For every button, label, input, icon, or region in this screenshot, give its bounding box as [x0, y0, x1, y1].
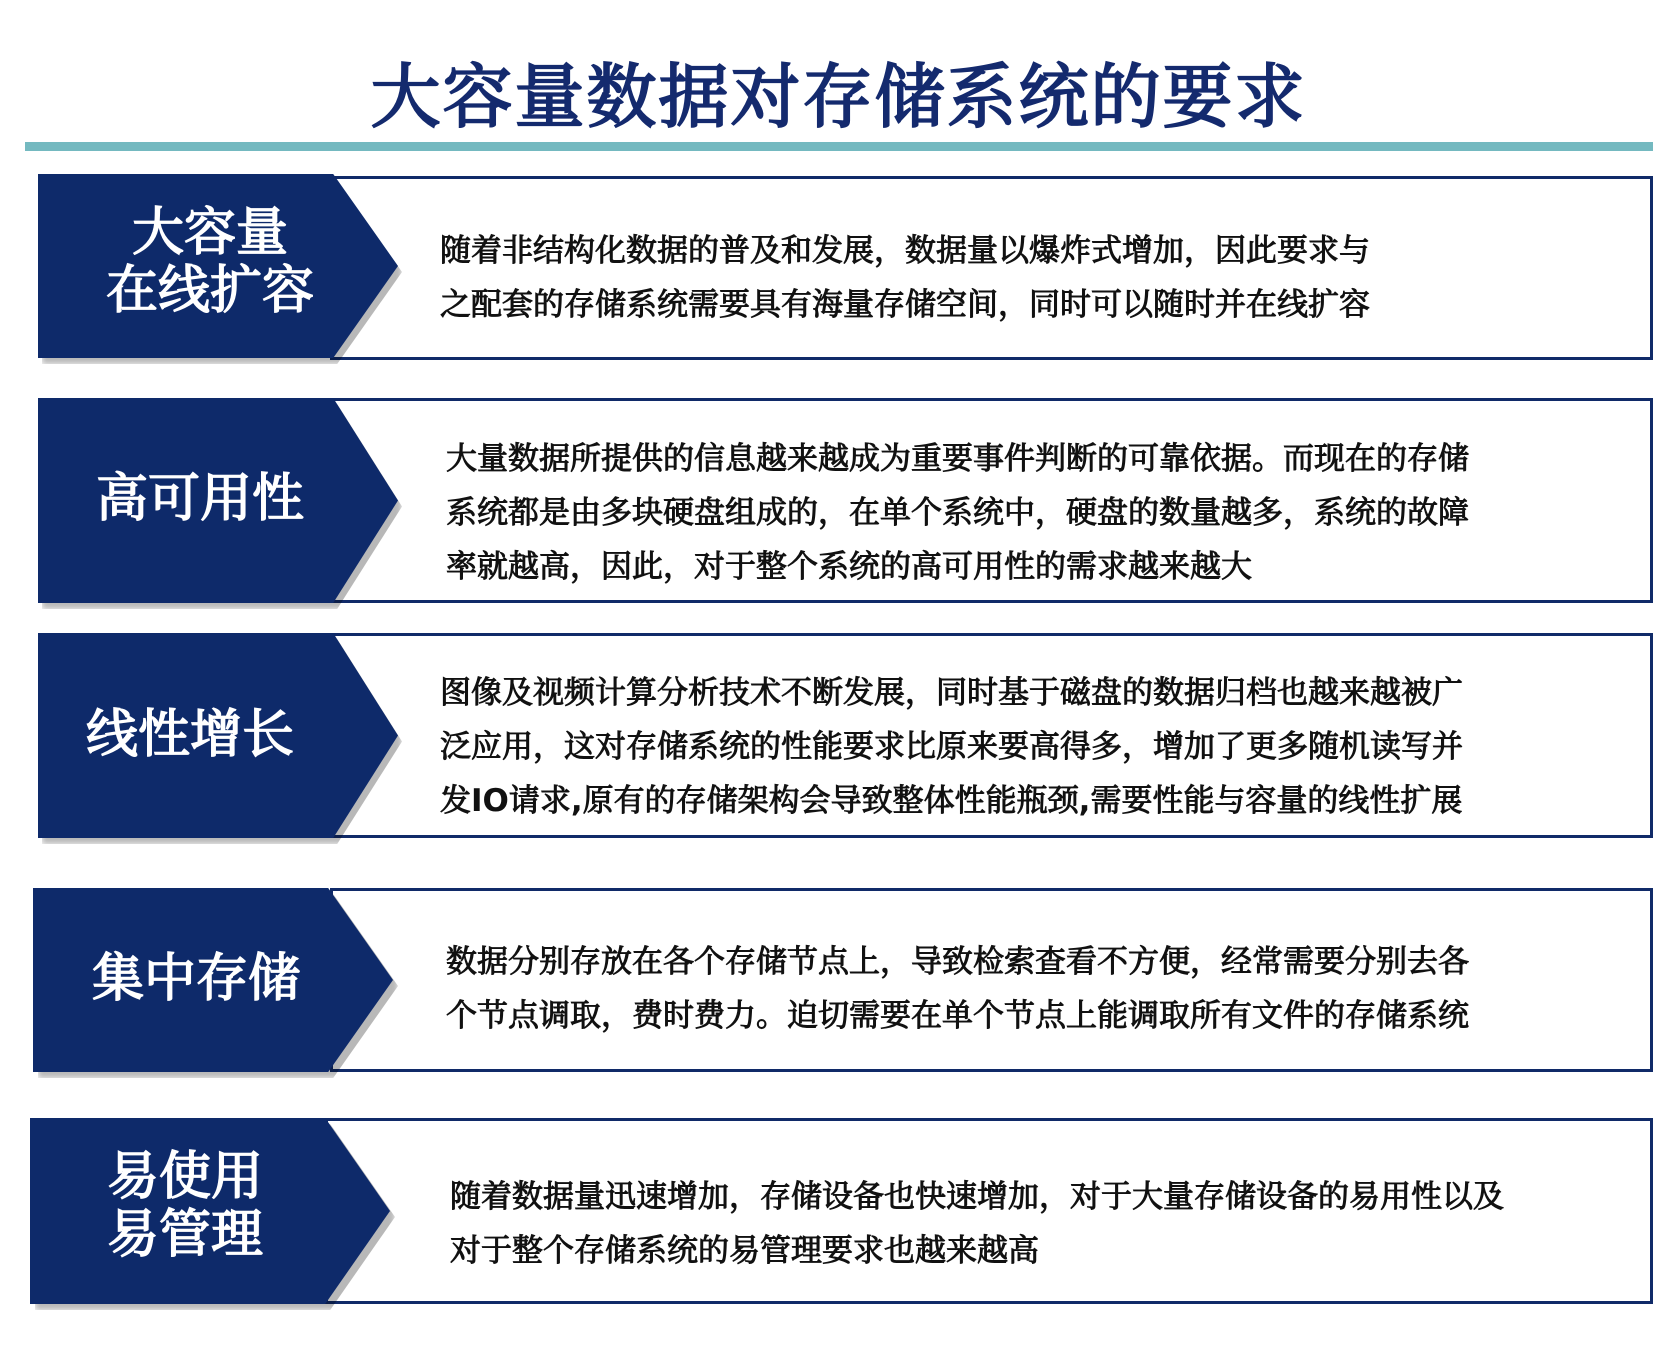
- requirement-label: 高可用性: [95, 469, 304, 529]
- requirement-label: 集中存储: [91, 949, 300, 1009]
- requirement-label: 大容量 在线扩容: [105, 203, 314, 321]
- requirement-label: 线性增长: [85, 705, 294, 765]
- requirement-description: 随着非结构化数据的普及和发展，数据量以爆炸式增加，因此要求与 之配套的存储系统需要具有海量存储空间，同时可以随时并在线扩容: [440, 233, 1370, 323]
- requirement-description: 图像及视频计算分析技术不断发展，同时基于磁盘的数据归档也越来越被广 泛应用，这对存储系统的性能要求比原来要高得多，增加了更多随机读写并 发IO请求,原有的存储架构会导致整体性能瓶颈,需要性能与容量的线性扩展: [440, 675, 1463, 819]
- requirement-description: 随着数据量迅速增加，存储设备也快速增加，对于大量存储设备的易用性以及 对于整个存储系统的易管理要求也越来越高: [450, 1179, 1504, 1269]
- title-divider: [25, 142, 1653, 151]
- requirement-description: 大量数据所提供的信息越来越成为重要事件判断的可靠依据。而现在的存储 系统都是由多块硬盘组成的，在单个系统中，硬盘的数量越多，系统的故障 率就越高，因此，对于整个系统的高可用性的需求越来越大: [446, 441, 1469, 585]
- page-title: 大容量数据对存储系统的要求: [370, 56, 1307, 138]
- requirement-description: 数据分别存放在各个存储节点上，导致检索查看不方便，经常需要分别去各 个节点调取，费时费力。迫切需要在单个节点上能调取所有文件的存储系统: [446, 944, 1469, 1034]
- requirement-label: 易使用 易管理: [106, 1147, 263, 1265]
